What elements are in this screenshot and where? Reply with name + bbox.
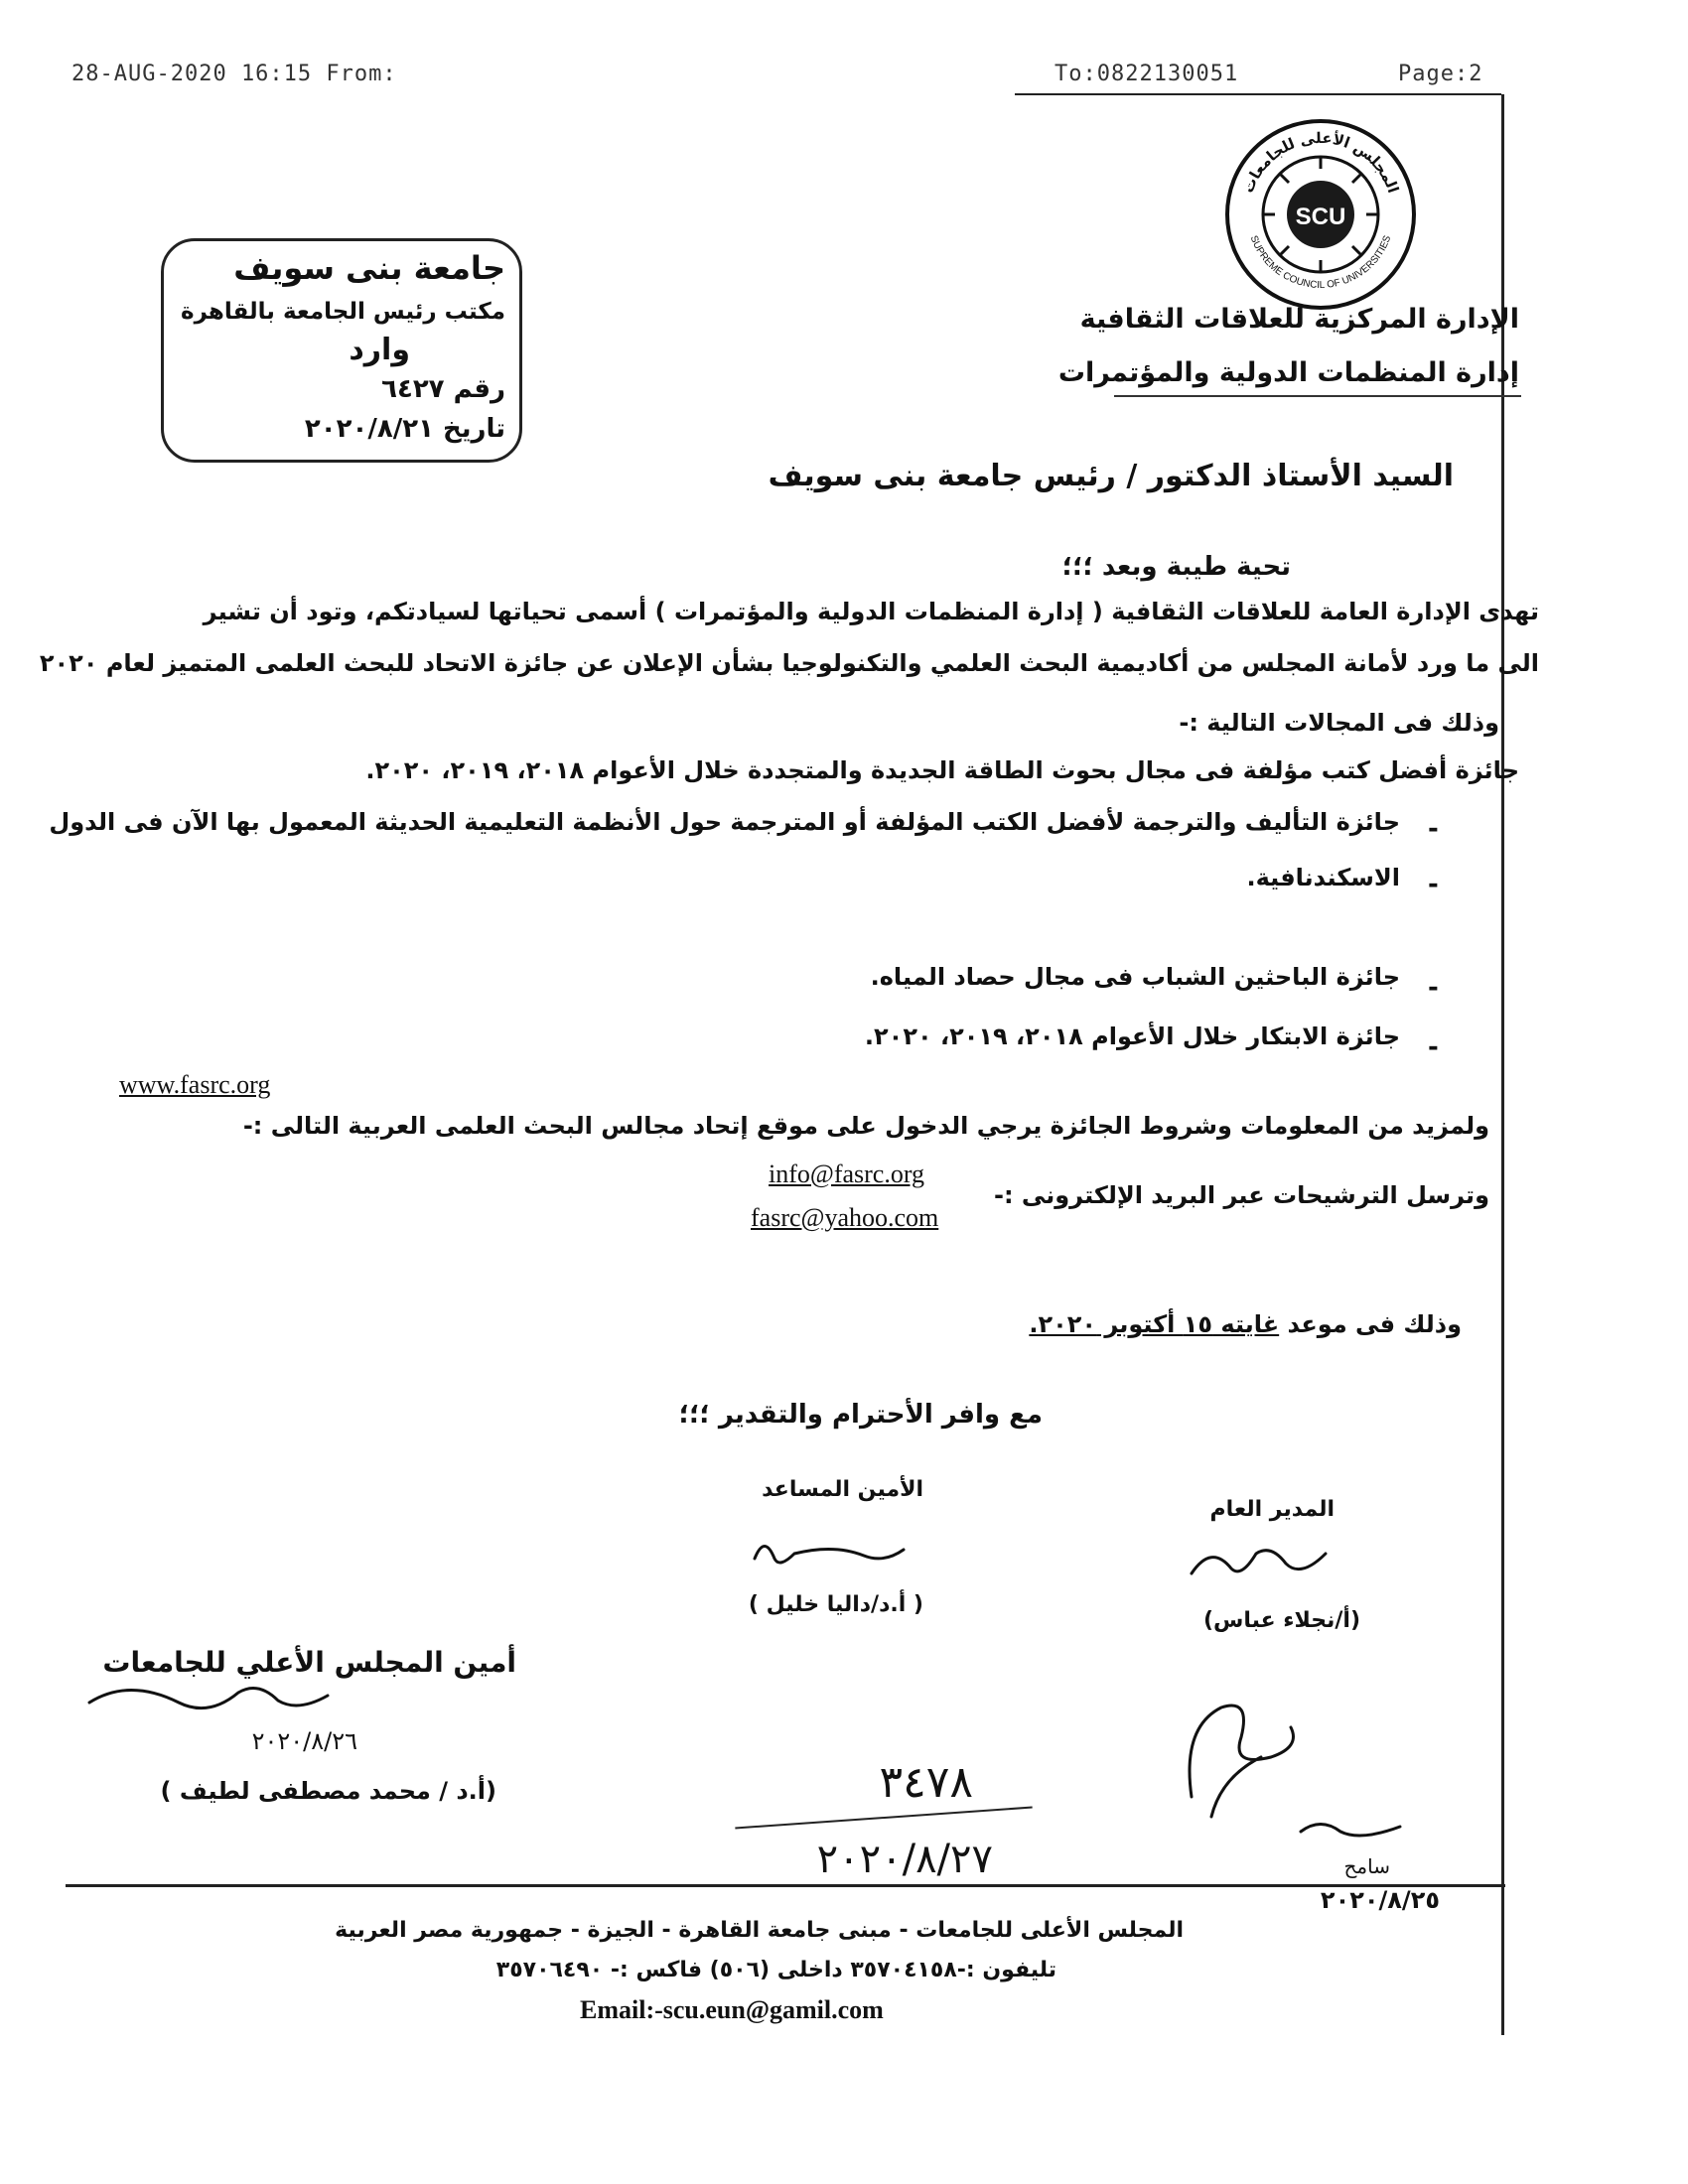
seal-english-arc: SUPREME COUNCIL OF UNIVERSITIES xyxy=(1247,233,1394,292)
assistant-secretary-title: الأمين المساعد xyxy=(762,1477,923,1502)
footer-address: المجلس الأعلى للجامعات - مبنى جامعة القاهرة - الجيزة - جمهورية مصر العربية xyxy=(335,1918,1184,1943)
assistant-secretary-signature xyxy=(735,1519,933,1588)
addressee: السيد الأستاذ الدكتور / رئيس جامعة بنى سويف xyxy=(768,459,1454,493)
bullet-4: جائزة الابتكار خلال الأعوام ٢٠١٨، ٢٠١٩، ٢٠٢٠. xyxy=(864,1023,1400,1050)
more-info-text: ولمزيد من المعلومات وشروط الجائزة يرجي الدخول على موقع إتحاد مجالس البحث العلمى العربية التالى :- xyxy=(242,1112,1489,1140)
bullet-1-dash: - xyxy=(1428,814,1439,844)
handwritten-reference-date: ٢٠٢٠/٨/٢٧ xyxy=(816,1837,993,1882)
general-manager-signature xyxy=(1182,1529,1350,1598)
fax-recipient: To:0822130051 xyxy=(1055,62,1239,86)
paragraph-line-1: تهدى الإدارة العامة للعلاقات الثقافية ( إدارة المنظمات الدولية والمؤتمرات ) أسمى تحياتها لسيادتكم، وتود أن تشير xyxy=(203,598,1539,625)
department-intl-orgs: إدارة المنظمات الدولية والمؤتمرات xyxy=(1057,357,1519,388)
bullet-3: جائزة الباحثين الشباب فى مجال حصاد المياه. xyxy=(870,963,1400,991)
fax-header-rule xyxy=(1015,93,1501,95)
secretary-general-title: أمين المجلس الأعلي للجامعات xyxy=(102,1646,516,1679)
approval-signature xyxy=(1152,1678,1321,1827)
assistant-secretary-name: ( أ.د/داليا خليل ) xyxy=(748,1592,923,1617)
nominations-text: وترسل الترشيحات عبر البريد الإلكترونى :- xyxy=(994,1181,1489,1209)
general-manager-name: (أ/نجلاء عباس) xyxy=(1202,1608,1360,1633)
stamp-date: تاريخ ٢٠٢٠/٨/٢١ xyxy=(304,414,505,444)
seal-scu-text: SCU xyxy=(1295,204,1346,230)
scu-seal-logo xyxy=(1223,117,1418,312)
approval-name: سامح xyxy=(1343,1854,1390,1878)
deadline xyxy=(1029,1310,1462,1338)
secretary-general-handwritten-date: ٢٠٢٠/٨/٢٦ xyxy=(251,1727,357,1755)
footer-phones: تليفون :-٣٥٧٠٤١٥٨ داخلى (٥٠٦) فاكس :- ٣٥٧٠٦٤٩٠ xyxy=(495,1958,1056,1982)
footer-rule xyxy=(66,1884,1505,1887)
general-manager-title: المدير العام xyxy=(1209,1497,1335,1522)
bullet-1 xyxy=(49,808,1400,836)
incoming-stamp xyxy=(161,238,522,463)
bullet-2-label: الاسكندنافية. xyxy=(1246,864,1400,891)
footer-email[interactable]: Email:-scu.eun@gamil.com xyxy=(580,1995,884,2024)
approval-initial xyxy=(1291,1807,1410,1846)
paragraph-line-4 xyxy=(365,756,1519,784)
greeting: تحية طيبة وبعد ؛؛؛ xyxy=(1061,552,1291,582)
email-yahoo-link[interactable]: fasrc@yahoo.com xyxy=(751,1203,939,1232)
paragraph-line-3: وذلك فى المجالات التالية :- xyxy=(1179,709,1499,737)
handwritten-reference-number: ٣٤٧٨ xyxy=(879,1757,973,1808)
website-link[interactable]: www.fasrc.org xyxy=(119,1070,271,1099)
bullet-2 xyxy=(1246,864,1400,891)
approval-date: ٢٠٢٠/٨/٢٥ xyxy=(1320,1886,1440,1914)
stamp-incoming-label: وارد xyxy=(349,333,410,367)
paragraph-line-2: الى ما ورد لأمانة المجلس من أكاديمية البحث العلمي والتكنولوجيا بشأن الإعلان عن جائزة الاتحاد للبحث العلمى المتميز لعام ٢٠٢٠ xyxy=(39,649,1539,677)
secretary-general-name: (أ.د / محمد مصطفى لطيف ) xyxy=(160,1777,496,1805)
deadline-date: غايته ١٥ أكتوبر ٢٠٢٠. xyxy=(1029,1310,1280,1338)
bullet-2-dash: - xyxy=(1428,870,1439,899)
bullet-1-text: جائزة أفضل كتب مؤلفة فى مجال بحوث الطاقة الجديدة والمتجددة خلال الأعوام ٢٠١٨، ٢٠١٩، ٢٠٢٠. xyxy=(365,756,1519,784)
department-central: الإدارة المركزية للعلاقات الثقافية xyxy=(1079,304,1519,335)
email-info-link[interactable]: info@fasrc.org xyxy=(769,1160,925,1188)
closing: مع وافر الأحترام والتقدير ؛؛؛ xyxy=(678,1400,1043,1430)
fax-timestamp: 28-AUG-2020 16:15 From: xyxy=(71,62,397,86)
bullet-1-label: جائزة التأليف والترجمة لأفضل الكتب المؤلفة أو المترجمة حول الأنظمة التعليمية الحديثة المعمول بها الآن فى الدول xyxy=(49,808,1400,836)
bullet-4-dash: - xyxy=(1428,1032,1439,1062)
handwritten-underline xyxy=(735,1807,1032,1830)
bullet-3-dash: - xyxy=(1428,973,1439,1003)
stamp-office: مكتب رئيس الجامعة بالقاهرة xyxy=(181,299,505,325)
stamp-university: جامعة بنى سويف xyxy=(233,249,505,287)
department-underline xyxy=(1114,395,1521,397)
deadline-prefix: وذلك فى موعد xyxy=(1287,1310,1462,1338)
fax-page-number: Page:2 xyxy=(1398,62,1483,86)
seal-arabic-arc: المجلس الأعلى للجامعات xyxy=(1238,128,1403,196)
stamp-number: رقم ٦٤٢٧ xyxy=(381,374,505,404)
